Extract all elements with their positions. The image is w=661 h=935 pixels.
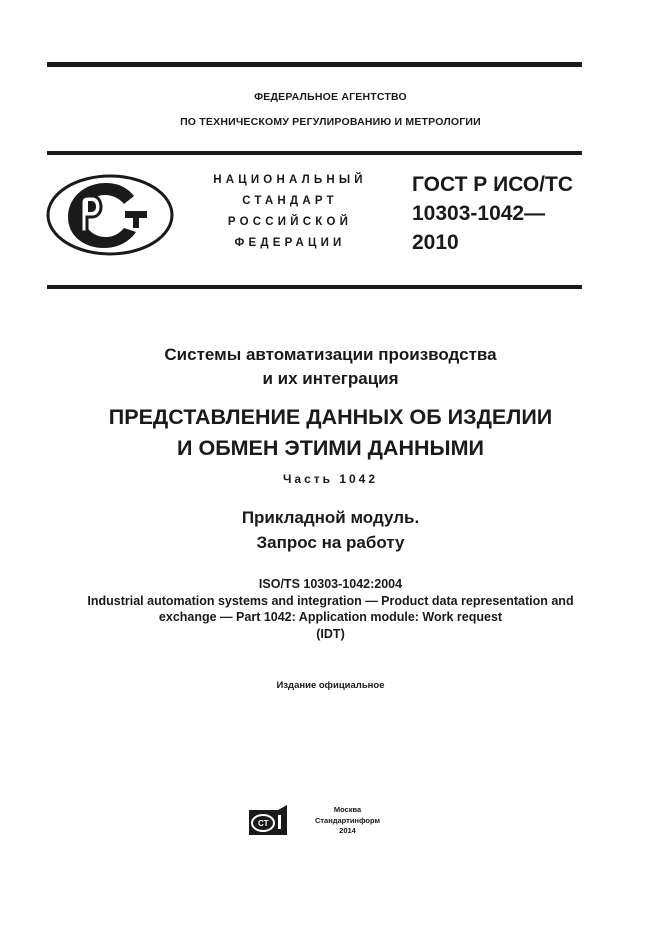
iso-reference (0, 576, 661, 642)
national-standard-line: РОССИЙСКОЙ (227, 216, 353, 228)
national-standard-line: ФЕДЕРАЦИИ (234, 237, 346, 249)
subtitle (0, 505, 661, 555)
rst-gost-logo-icon (46, 174, 174, 261)
edition-label: Издание официальное (276, 680, 385, 691)
designation-line: ГОСТ Р ИСО/ТС (412, 173, 574, 196)
main-title (0, 402, 661, 464)
svg-text:СТ: СТ (258, 819, 269, 828)
top-rule (47, 62, 582, 67)
series-title-line-1: Системы автоматизации производства (164, 345, 497, 364)
agency-line-1: ФЕДЕРАЛЬНОЕ АГЕНТСТВО (254, 91, 407, 103)
standard-designation (412, 170, 573, 257)
main-title-line-1: ПРЕДСТАВЛЕНИЕ ДАННЫХ ОБ ИЗДЕЛИИ (108, 405, 553, 429)
part-number: Часть 1042 (282, 472, 379, 486)
main-title-line-2: И ОБМЕН ЭТИМИ ДАННЫМИ (177, 436, 484, 460)
publisher-year: 2014 (339, 826, 356, 835)
agency-line-2: ПО ТЕХНИЧЕСКОМУ РЕГУЛИРОВАНИЮ И МЕТРОЛОГИИ (180, 116, 481, 128)
publisher-info (300, 805, 395, 837)
designation-line: 2010 (412, 231, 459, 254)
national-standard-label (200, 170, 380, 254)
standartinform-logo-icon (248, 804, 288, 841)
iso-title-line-2: exchange — Part 1042: Application module: Work request (158, 610, 503, 624)
iso-title-line-1: Industrial automation systems and integration — Product data representation and (87, 593, 574, 608)
subtitle-line-2: Запрос на работу (256, 533, 405, 552)
header-rule (47, 151, 582, 155)
national-standard-line: СТАНДАРТ (242, 195, 338, 207)
iso-code: ISO/TS 10303-1042:2004 (258, 577, 403, 591)
publisher-city: Москва (333, 805, 362, 814)
national-standard-line: НАЦИОНАЛЬНЫЙ (213, 174, 367, 186)
series-title (0, 343, 661, 391)
subtitle-line-1: Прикладной модуль. (241, 508, 420, 527)
publisher-name: Стандартинформ (314, 815, 381, 825)
designation-line: 10303-1042— (412, 202, 546, 225)
iso-equivalence: (IDT) (316, 626, 345, 641)
block-rule (47, 285, 582, 289)
series-title-line-2: и их интеграция (262, 369, 399, 388)
